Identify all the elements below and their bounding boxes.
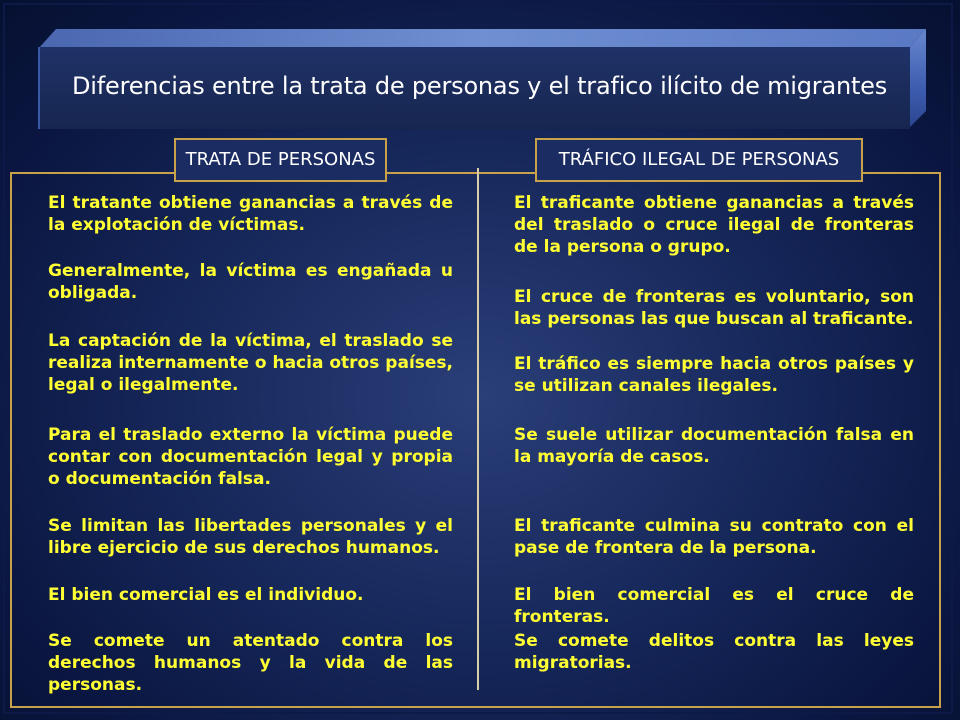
- list-item: Se comete un atentado contra los derechos humanos y la vida de las personas.: [48, 631, 453, 695]
- list-item: La captación de la víctima, el traslado se realiza internamente o hacia otros países, legal o ilegalmente.: [48, 331, 453, 395]
- list-item: Se limitan las libertades personales y el libre ejercicio de sus derechos humanos.: [48, 516, 453, 558]
- list-item: El tráfico es siempre hacia otros países y se utilizan canales ilegales.: [514, 354, 914, 396]
- list-item: El tratante obtiene ganancias a través de la explotación de víctimas.: [48, 193, 453, 235]
- list-item: Generalmente, la víctima es engañada u obligada.: [48, 261, 453, 303]
- title-bar-top-face: [38, 29, 926, 49]
- column-header-trata: TRATA DE PERSONAS: [174, 138, 387, 182]
- slide-title: Diferencias entre la trata de personas y el trafico ilícito de migrantes: [72, 72, 888, 100]
- column-header-trafico: TRÁFICO ILEGAL DE PERSONAS: [535, 138, 863, 182]
- list-item: El cruce de fronteras es voluntario, son las personas las que buscan al traficante.: [514, 287, 914, 329]
- list-item: Para el traslado externo la víctima puede contar con documentación legal y propia o documentación falsa.: [48, 425, 453, 489]
- column-divider: [477, 168, 479, 690]
- list-item: El traficante obtiene ganancias a través del traslado o cruce ilegal de fronteras de la persona o grupo.: [514, 193, 914, 257]
- list-item: Se suele utilizar documentación falsa en la mayoría de casos.: [514, 425, 914, 467]
- list-item: El bien comercial es el cruce de fronteras.: [514, 585, 914, 627]
- list-item: El bien comercial es el individuo.: [48, 585, 364, 605]
- list-item: El traficante culmina su contrato con el pase de frontera de la persona.: [514, 516, 914, 558]
- list-item: Se comete delitos contra las leyes migratorias.: [514, 631, 914, 673]
